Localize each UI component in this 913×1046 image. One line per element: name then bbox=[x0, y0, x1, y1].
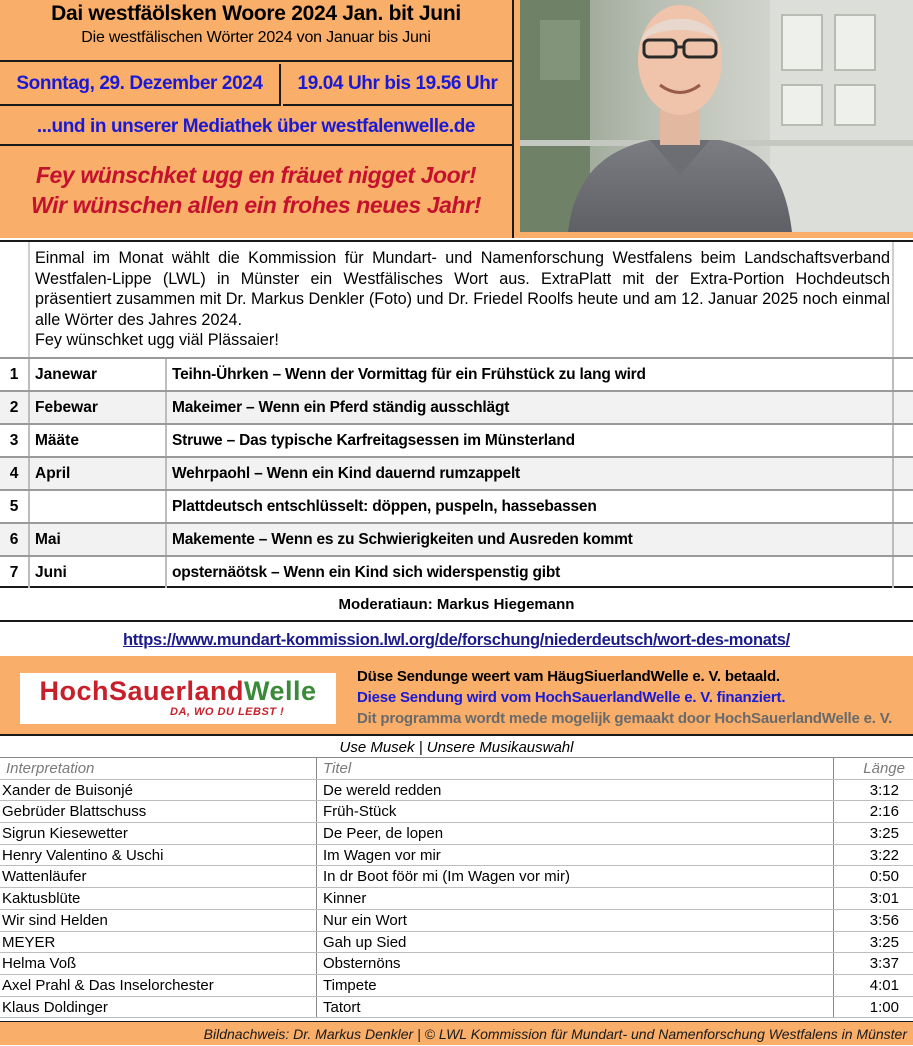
intro-section bbox=[0, 240, 913, 357]
cell-artist: Axel Prahl & Das Inselorchester bbox=[0, 975, 317, 996]
cell-artist: Wattenläufer bbox=[0, 866, 317, 887]
cell-artist: Gebrüder Blattschuss bbox=[0, 801, 317, 822]
table-row bbox=[0, 823, 913, 845]
moderator-credit: Moderatiaun: Markus Hiegemann bbox=[0, 590, 913, 622]
cell-length: 3:22 bbox=[869, 846, 899, 864]
broadcast-time: 19.04 Uhr bis 19.56 Uhr bbox=[283, 64, 512, 106]
cell-artist: Wir sind Helden bbox=[0, 910, 317, 931]
table-row bbox=[0, 975, 913, 997]
cell-title: Nur ein Wort bbox=[317, 910, 834, 931]
row-word: Struwe – Das typische Karfreitagsessen im Münsterland bbox=[167, 425, 894, 456]
row-month: April bbox=[30, 458, 167, 489]
hochsauerlandwelle-logo bbox=[20, 673, 336, 724]
row-word: Makeimer – Wenn ein Pferd ständig ausschlägt bbox=[167, 392, 894, 423]
sponsor-line-platt: Düse Sendunge weert vam HäugSiuerlandWelle e. V. betaald. bbox=[357, 668, 780, 685]
table-row bbox=[0, 423, 913, 456]
link-row bbox=[0, 624, 913, 656]
logo-slogan: DA, WO DU LEBST ! bbox=[170, 706, 285, 718]
cell-artist: Klaus Doldinger bbox=[0, 997, 317, 1018]
table-row bbox=[0, 390, 913, 423]
sponsor-text bbox=[357, 666, 892, 729]
sponsor-line-dutch: Dit programma wordt mede mogelijk gemaakt door HochSauerlandWelle e. V. bbox=[357, 710, 893, 727]
cell-title: Obsternöns bbox=[317, 953, 834, 974]
cell-length: 3:01 bbox=[869, 890, 899, 908]
table-row bbox=[0, 801, 913, 823]
cell-artist: Henry Valentino & Uschi bbox=[0, 845, 317, 866]
logo-part-welle: Welle bbox=[244, 676, 317, 706]
header-divider bbox=[512, 0, 514, 238]
words-table bbox=[0, 357, 913, 588]
cell-artist: Helma Voß bbox=[0, 953, 317, 974]
table-row bbox=[0, 845, 913, 867]
row-month: Febewar bbox=[30, 392, 167, 423]
cell-artist: Kaktusblüte bbox=[0, 888, 317, 909]
cell-length: 3:25 bbox=[869, 825, 899, 843]
cell-title: Früh-Stück bbox=[317, 801, 834, 822]
page-title: Dai westfäölsken Woore 2024 Jan. bit Juni bbox=[51, 2, 461, 25]
broadcast-date: Sonntag, 29. Dezember 2024 bbox=[0, 64, 281, 106]
row-month: Juni bbox=[30, 557, 167, 588]
intro-divider-right bbox=[892, 242, 894, 359]
music-rows bbox=[0, 780, 913, 1019]
music-table-title: Use Musek | Unsere Musikauswahl bbox=[0, 738, 913, 758]
cell-length: 3:56 bbox=[869, 911, 899, 929]
intro-paragraph: Einmal im Monat wählt die Kommission für Mundart- und Namenforschung Westfalens beim Landschaftsverband Westfalen-Lippe (LWL) in Münster ein Westfälisches Wort aus. ExtraPlatt mit der Extra-Portion Hochdeutsch präsentiert zusammen mit Dr. Markus Denkler (Foto) und Dr. Friedel Roolfs heute und am 12. Januar 2025 noch einmal alle Wörter des Jahres 2024. bbox=[35, 249, 890, 329]
table-row bbox=[0, 555, 913, 588]
row-word: Plattdeutsch entschlüsselt: döppen, puspeln, hassebassen bbox=[167, 491, 894, 522]
cell-title: De Peer, de lopen bbox=[317, 823, 834, 844]
page-subtitle: Die westfälischen Wörter 2024 von Januar bis Juni bbox=[81, 29, 431, 46]
row-month bbox=[30, 491, 167, 522]
cell-title: Timpete bbox=[317, 975, 834, 996]
column-header-length: Länge bbox=[863, 760, 905, 777]
row-word: opsternäötsk – Wenn ein Kind sich widerspenstig gibt bbox=[167, 557, 894, 588]
cell-artist: Sigrun Kiesewetter bbox=[0, 823, 317, 844]
row-word: Teihn-Ührken – Wenn der Vormittag für ein Frühstück zu lang wird bbox=[167, 359, 894, 390]
cell-title: In dr Boot föör mi (Im Wagen vor mir) bbox=[317, 866, 834, 887]
table-row bbox=[0, 866, 913, 888]
greeting-german: Wir wünschen allen ein frohes neues Jahr! bbox=[31, 192, 481, 218]
cell-title: Im Wagen vor mir bbox=[317, 845, 834, 866]
column-header-title: Titel bbox=[317, 758, 834, 779]
header-info bbox=[0, 0, 512, 238]
row-number: 7 bbox=[0, 557, 30, 588]
table-row bbox=[0, 780, 913, 802]
table-row bbox=[0, 997, 913, 1019]
logo-part-sauerland: Sauerland bbox=[108, 676, 244, 706]
image-credit: Bildnachweis: Dr. Markus Denkler | © LWL Kommission für Mundart- und Namenforschung Westfalens in Münster bbox=[0, 1021, 913, 1045]
cell-artist: Xander de Buisonjé bbox=[0, 780, 317, 801]
cell-length: 4:01 bbox=[869, 976, 899, 994]
intro-divider-left bbox=[28, 242, 30, 359]
table-row bbox=[0, 910, 913, 932]
title-box bbox=[0, 0, 512, 62]
table-row bbox=[0, 489, 913, 522]
row-word: Wehrpaohl – Wenn ein Kind dauernd rumzappelt bbox=[167, 458, 894, 489]
mediathek-note: ...und in unserer Mediathek über westfalenwelle.de bbox=[0, 108, 512, 146]
presenter-photo bbox=[520, 0, 913, 232]
cell-length: 3:25 bbox=[869, 933, 899, 951]
table-row bbox=[0, 456, 913, 489]
row-number: 3 bbox=[0, 425, 30, 456]
row-number: 5 bbox=[0, 491, 30, 522]
logo-wordmark bbox=[20, 676, 336, 706]
row-month: Mai bbox=[30, 524, 167, 555]
intro-text bbox=[35, 248, 890, 351]
cell-title: Kinner bbox=[317, 888, 834, 909]
cell-title: Gah up Sied bbox=[317, 932, 834, 953]
row-number: 1 bbox=[0, 359, 30, 390]
logo-part-hoch: Hoch bbox=[39, 676, 109, 706]
table-row bbox=[0, 932, 913, 954]
row-month: Määte bbox=[30, 425, 167, 456]
cell-length: 3:37 bbox=[869, 955, 899, 973]
row-number: 6 bbox=[0, 524, 30, 555]
row-word: Makemente – Wenn es zu Schwierigkeiten und Ausreden kommt bbox=[167, 524, 894, 555]
portrait-image bbox=[520, 0, 913, 232]
music-table bbox=[0, 738, 913, 1018]
table-row bbox=[0, 522, 913, 555]
table-row bbox=[0, 357, 913, 390]
greeting-platt: Fey wünschket ugg en fräuet nigget Joor! bbox=[35, 162, 477, 188]
sponsor-line-german: Diese Sendung wird vom HochSauerlandWelle e. V. finanziert. bbox=[357, 689, 786, 706]
word-of-month-link[interactable]: https://www.mundart-kommission.lwl.org/de/forschung/niederdeutsch/wort-des-monats/ bbox=[123, 631, 790, 649]
cell-length: 3:12 bbox=[869, 781, 899, 799]
table-row bbox=[0, 888, 913, 910]
music-table-header bbox=[0, 758, 913, 780]
cell-artist: MEYER bbox=[0, 932, 317, 953]
cell-length: 2:16 bbox=[869, 803, 899, 821]
cell-length: 0:50 bbox=[869, 868, 899, 886]
column-header-artist: Interpretation bbox=[0, 758, 317, 779]
intro-closing: Fey wünschket ugg viäl Plässaier! bbox=[35, 331, 279, 349]
table-row bbox=[0, 953, 913, 975]
cell-title: Tatort bbox=[317, 997, 834, 1018]
row-month: Janewar bbox=[30, 359, 167, 390]
sponsor-section bbox=[0, 656, 913, 736]
row-number: 2 bbox=[0, 392, 30, 423]
cell-title: De wereld redden bbox=[317, 780, 834, 801]
new-year-greeting bbox=[0, 160, 512, 220]
cell-length: 1:00 bbox=[869, 998, 899, 1016]
row-number: 4 bbox=[0, 458, 30, 489]
header bbox=[0, 0, 913, 238]
